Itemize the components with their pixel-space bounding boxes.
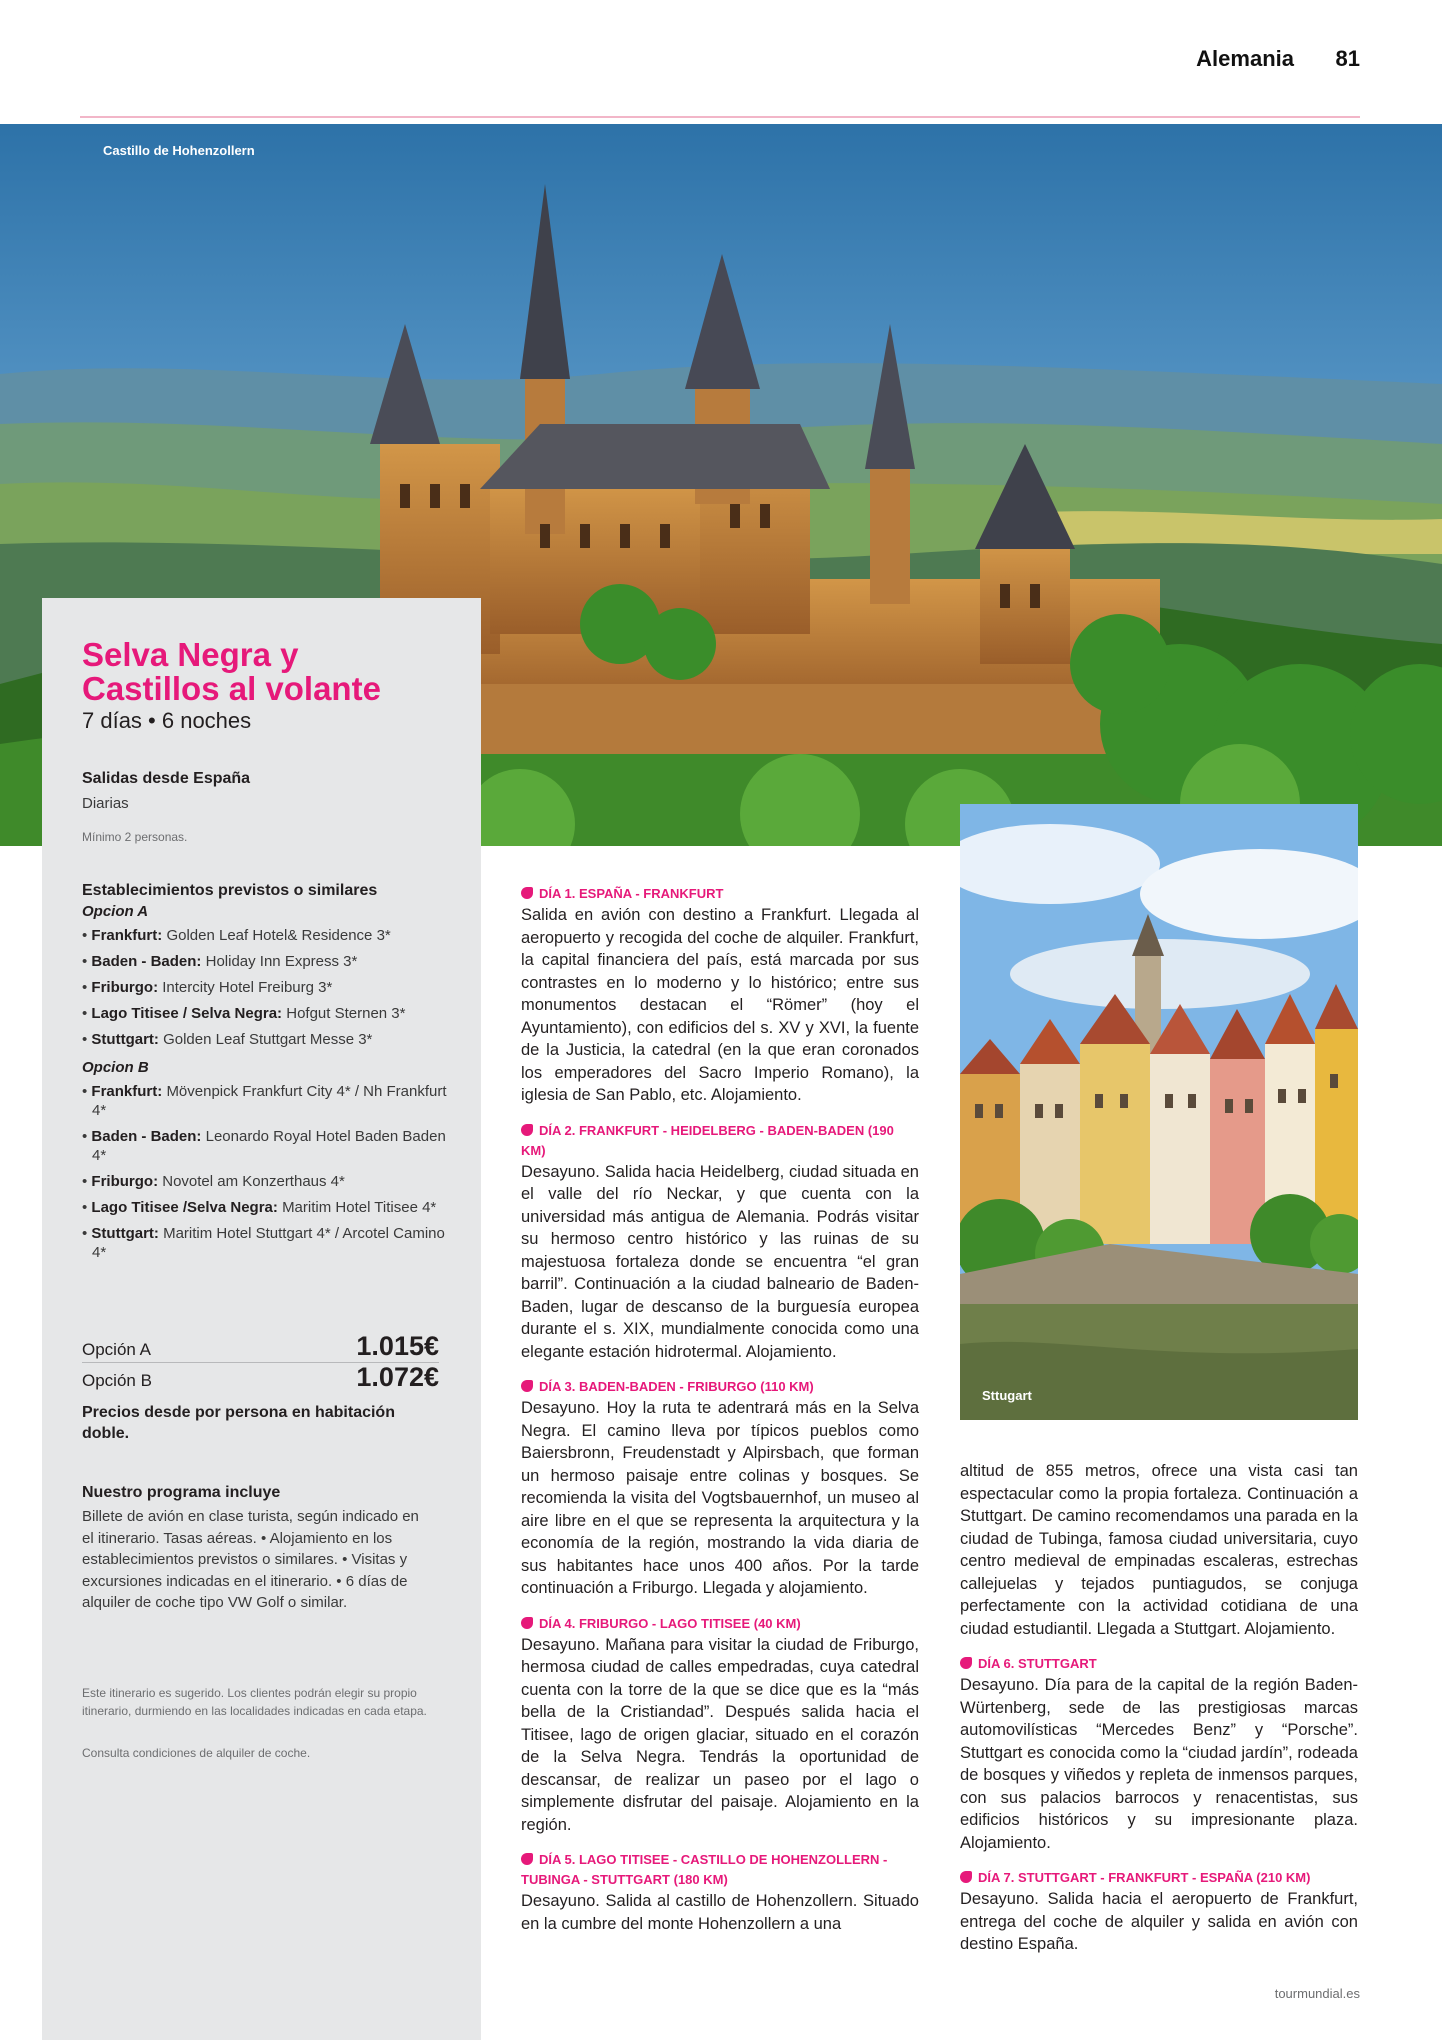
hotel-item: • Stuttgart: Maritim Hotel Stuttgart 4* / Arcotel Camino 4*: [82, 1224, 452, 1262]
day-heading: DÍA 5. LAGO TITISEE - CASTILLO DE HOHENZOLLERN - TUBINGA - STUTTGART (180 KM): [521, 1852, 888, 1887]
day-heading: DÍA 7. STUTTGART - FRANKFURT - ESPAÑA (210 KM): [960, 1868, 1358, 1888]
day-tag-icon: [960, 1657, 972, 1669]
day-5-continued: [960, 1460, 1358, 1640]
day-3: [521, 1377, 919, 1600]
day-tag-icon: [960, 1871, 972, 1883]
day-tag-icon: [521, 887, 533, 899]
day-heading: DÍA 6. STUTTGART: [960, 1654, 1358, 1674]
day-heading: DÍA 3. BADEN-BADEN - FRIBURGO (110 KM): [521, 1377, 919, 1397]
day-text: Desayuno. Salida hacia el aeropuerto de Frankfurt, entrega del coche de alquiler y salida en avión con destino España.: [960, 1890, 1358, 1953]
minimum-note: Mínimo 2 personas.: [82, 830, 188, 844]
day-text: altitud de 855 metros, ofrece una vista casi tan espectacular como la propia fortaleza. Continuación a Stuttgart. De camino recomendamos una parada en la ciudad de Tubinga, famosa ciudad universitaria, cuyo centro medieval de empinadas escaleras, estrechas callejuelas y tejados puntiagudos, se conjuga perfectamente con la actividad cotidiana de una ciudad estudiantil. Llegada a Stuttgart. Alojamiento.: [960, 1462, 1358, 1638]
hotel-item: • Baden - Baden: Holiday Inn Express 3*: [82, 952, 452, 971]
departures-heading: Salidas desde España: [82, 770, 251, 787]
day-heading: DÍA 1. ESPAÑA - FRANKFURT: [521, 884, 919, 904]
hotel-item: • Lago Titisee /Selva Negra: Maritim Hotel Titisee 4*: [82, 1198, 452, 1217]
day-text: Desayuno. Mañana para visitar la ciudad de Friburgo, hermosa ciudad de calles empedradas, cuya catedral cuenta con la torre de la que se dice que es la “más bella de la Cristiandad”. Después salida hacia el Titisee, lago de origen glaciar, situado en el corazón de la Selva Negra. Tendrás la oportunidad de descansar, de realizar un paseo por el lago o simplemente disfrutar del paisaje. Alojamiento en la región.: [521, 1635, 919, 1834]
itinerary-column-2: [960, 1460, 1358, 1970]
day-text: Salida en avión con destino a Frankfurt. Llegada al aeropuerto y recogida del coche de alquiler. Frankfurt, la capital financiera del país, está marcada por sus contrastes en lo moderno y lo histórico; entre sus monumentos destacan el “Römer” (hoy el Ayuntamiento), con edificios del s. XV y XVI, la fuente de la Justicia, la catedral (en la que eran coronados los emperadores del Sacro Imperio Romano), la iglesia de San Pablo, etc. Alojamiento.: [521, 906, 919, 1104]
includes-heading: Nuestro programa incluye: [82, 1484, 281, 1501]
day-tag-icon: [521, 1617, 533, 1629]
hotel-item: • Lago Titisee / Selva Negra: Hofgut Sternen 3*: [82, 1004, 452, 1023]
itinerary-disclaimer: Este itinerario es sugerido. Los clientes podrán elegir su propio itinerario, durmiendo en las localidades indicadas en cada etapa.: [82, 1686, 427, 1718]
price-label: Opción B: [82, 1371, 152, 1390]
price-row-option-a: [82, 1332, 439, 1363]
photo-stuttgart: [960, 804, 1358, 1420]
day-heading: DÍA 2. FRANKFURT - HEIDELBERG - BADEN-BADEN (190 KM): [521, 1122, 894, 1158]
day-text: Desayuno. Salida hacia Heidelberg, ciudad situada en el valle del río Neckar, y que cuenta con la universidad más antigua de Alemania. Podrás visitar su hermoso centro histórico y las ruinas de su majestuosa fortaleza donde se encuentra “el gran barril”. Continuación a la ciudad balneario de Baden-Baden, lugar de descanso de la burguesía europea durante el s. XIX, mundialmente conocida como una elegante estación hidrotermal. Alojamiento.: [521, 1162, 919, 1361]
trip-title-line2: Castillos al volante: [82, 670, 381, 707]
hotels-option-a-list: [82, 926, 452, 1049]
day-6: [960, 1654, 1358, 1854]
trip-title: [82, 638, 452, 706]
price-row-option-b: [82, 1363, 439, 1393]
trip-title-line1: Selva Negra y: [82, 636, 299, 673]
hotel-item: • Friburgo: Novotel am Konzerthaus 4*: [82, 1172, 452, 1191]
trip-sidebar: [42, 598, 481, 2040]
day-tag-icon: [521, 1124, 533, 1136]
hotel-item: • Baden - Baden: Leonardo Royal Hotel Baden Baden 4*: [82, 1127, 452, 1165]
hotel-item: • Stuttgart: Golden Leaf Stuttgart Messe 3*: [82, 1030, 452, 1049]
hotel-item: • Frankfurt: Mövenpick Frankfurt City 4* / Nh Frankfurt 4*: [82, 1082, 452, 1120]
hotel-item: • Frankfurt: Golden Leaf Hotel& Residence 3*: [82, 926, 452, 945]
price-value: 1.072€: [356, 1362, 439, 1392]
hotels-heading: Establecimientos previstos o similares: [82, 882, 378, 899]
rental-conditions-note: Consulta condiciones de alquiler de coche.: [82, 1746, 311, 1760]
hotels-option-b-list: [82, 1082, 452, 1262]
town-illustration: [960, 804, 1358, 1420]
includes-text: Billete de avión en clase turista, según indicado en el itinerario. Tasas aéreas. • Alojamiento en los establecimientos previstos o similares. • Visitas y excursiones indicadas en el itinerario. • 6 días de alquiler de coche tipo VW Golf o similar.: [82, 1508, 419, 1611]
day-text: Desayuno. Día para de la capital de la región Baden-Würtenberg, sede de las prestigiosas marcas automovilísticas “Mercedes Benz” y “Porsche”. Stuttgart es conocida como la “ciudad jardín”, rodeada de bosques y viñedos y repleta de inmensos parques, con sus palacios barrocos y renacentistas, sus edificios históricos y su impresionante plaza. Alojamiento.: [960, 1676, 1358, 1852]
price-note: Precios desde por persona en habitación doble.: [82, 1404, 395, 1442]
day-heading: DÍA 4. FRIBURGO - LAGO TITISEE (40 KM): [521, 1614, 919, 1634]
includes-section: [82, 1484, 452, 1614]
hotels-section: [82, 882, 452, 1269]
trip-duration: 7 días • 6 noches: [82, 708, 252, 733]
price-value: 1.015€: [356, 1331, 439, 1361]
day-tag-icon: [521, 1380, 533, 1392]
header-divider: [80, 116, 1360, 118]
day-5: [521, 1850, 919, 1935]
departures-value: Diarias: [82, 795, 129, 812]
day-text: Desayuno. Salida al castillo de Hohenzollern. Situado en la cumbre del monte Hohenzollern a una: [521, 1892, 919, 1933]
hero-caption: Castillo de Hohenzollern: [103, 143, 255, 158]
day-1: [521, 884, 919, 1107]
page-header: [0, 40, 1360, 78]
day-text: Desayuno. Hoy la ruta te adentrará más en la Selva Negra. El camino lleva por típicos pueblos como Baiersbronn, Freudenstadt y Alpirsbach, que forman un hermoso paisaje entre colinas y bosques. Se recomienda la visita del Vogtsbauernhof, un museo al aire libre en el que se representa la arquitectura y la economía de la región, mostrando la vida diaria de sus habitantes hace unos 400 años. Por la tarde continuación a Friburgo. Llegada y alojamiento.: [521, 1399, 919, 1597]
hotel-item: • Friburgo: Intercity Hotel Freiburg 3*: [82, 978, 452, 997]
photo-caption: Sttugart: [982, 1388, 1032, 1403]
page-number: 81: [1335, 46, 1360, 71]
day-tag-icon: [521, 1853, 533, 1865]
itinerary-column-1: [521, 884, 919, 1949]
price-label: Opción A: [82, 1340, 151, 1359]
day-2: [521, 1121, 919, 1364]
day-4: [521, 1614, 919, 1837]
hotels-option-a-label: Opcion A: [82, 903, 149, 920]
footer-website[interactable]: tourmundial.es: [1274, 1986, 1360, 2001]
day-7: [960, 1868, 1358, 1956]
section-title: Alemania: [1196, 46, 1294, 71]
hotels-option-b-label: Opcion B: [82, 1059, 149, 1076]
